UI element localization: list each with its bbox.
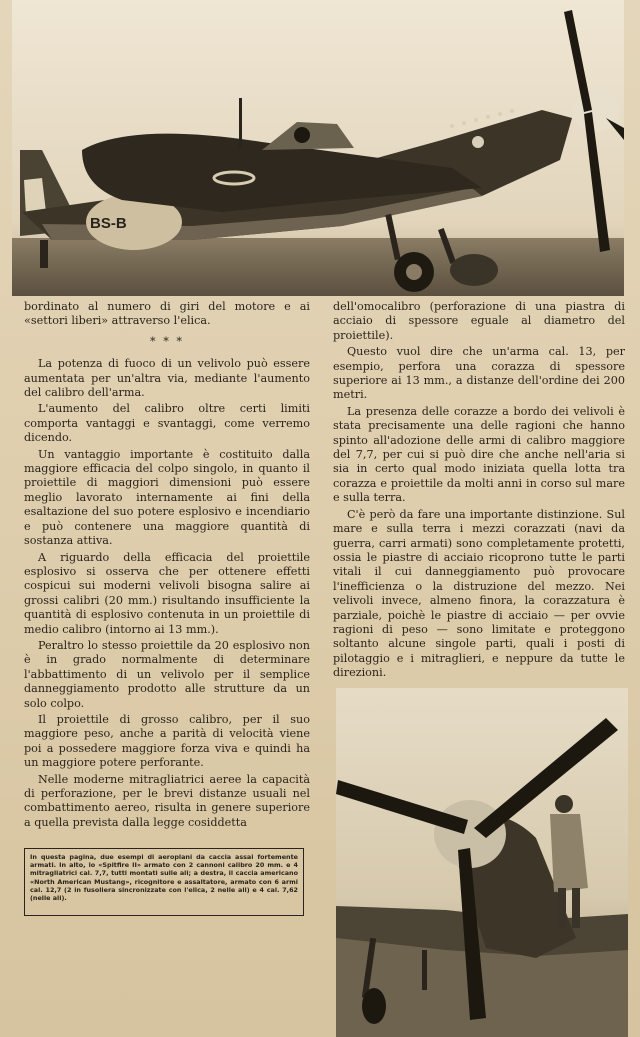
paragraph: La presenza delle corazze a bordo dei velivoli è stata precisamente una delle ragioni che hanno spinto all'adozione delle armi di calibro maggiore del 7,7, per cui si può dire che anche nell'aria si sia in certo qual modo iniziata quella lotta tra corazza e proiettile da molti anni in corso sul mare e sulla terra.: [333, 404, 625, 505]
paragraph: bordinato al numero di giri del motore e ai «settori liberi» attraverso l'elica.: [24, 300, 310, 328]
paragraph: La potenza di fuoco di un velivolo può essere aumentata per un'altra via, mediante l'aumento del calibro dell'arma.: [24, 357, 310, 400]
paragraph: Il proiettile di grosso calibro, per il suo maggiore peso, anche a parità di velocità viene poi a possedere maggiore forza viva e quindi ha un maggiore potere perforante.: [24, 712, 310, 770]
paragraph: dell'omocalibro (perforazione di una piastra di acciaio di spessore eguale al diametro del proiettile).: [333, 300, 625, 342]
paragraph: Peraltro lo stesso proiettile da 20 esplosivo non è in grado normalmente di determinare l'abbattimento di un velivolo per il semplice danneggiamento prodotto alle strutture da un solo colpo.: [24, 638, 310, 710]
photo-spitfire: [12, 0, 624, 296]
photo-caption: In questa pagina, due esempi di aeroplani da caccia assai fortemente armati. In alto, lo «Spitfire II» armato con 2 cannoni calibro 20 mm. e 4 mitragliatrici cal. 7,7, tutti montati sulle ali; a destra, il caccia americano «North American Mustang», ricognitore e assaltatore, armato con 6 armi cal. 12,7 (2 in fusoliera sincronizzate con l'elica, 2 nelle ali) e 4 cal. 7,62 (nelle ali).: [24, 848, 304, 916]
paragraph: C'è però da fare una importante distinzione. Sul mare e sulla terra i mezzi corazzati (navi da guerra, carri armati) sono completamente protetti, ossia le piastre di acciaio ricoprono tutte le parti vitali il cui danneggiamento può provocare l'inefficienza o la distruzione del mezzo. Nei velivoli invece, almeno finora, la corazzatura è parziale, poichè le piastre di acciaio — per ovvie ragioni di peso — sono limitate e proteggono soltanto alcune singole parti, quali i posti di pilotaggio e i mitraglieri, e neppure da tutte le direzioni.: [333, 507, 625, 680]
paragraph: A riguardo della efficacia del proiettile esplosivo si osserva che per ottenere effetti cospicui sui moderni velivoli bisogna salire ai grossi calibri (20 mm.) risultando insufficiente la quantità di esplosivo contenuta in un proiettile di medio calibro (intorno ai 13 mm.).: [24, 550, 310, 636]
photo-mustang: [336, 688, 628, 1037]
text-column-left: [24, 300, 310, 832]
fuselage-code: BS-B: [90, 215, 127, 232]
paragraph: Un vantaggio importante è costituito dalla maggiore efficacia del colpo singolo, in quanto il proiettile di maggiori dimensioni può essere meglio lavorato internamente ai fini della esaltazione del suo potere esplosivo e incendiario e può contenere una maggiore quantità di sostanza attiva.: [24, 447, 310, 548]
paragraph: Nelle moderne mitragliatrici aeree la capacità di perforazione, per le brevi distanze usuali nel combattimento aereo, risulta in genere superiore a quella prevista dalla legge cosiddetta: [24, 772, 310, 829]
paragraph: Questo vuol dire che un'arma cal. 13, per esempio, perfora una corazza di spessore superiore ai 13 mm., a distanze dell'ordine dei 200 metri.: [333, 345, 625, 402]
text-column-right: [333, 300, 625, 683]
section-separator: * * *: [150, 334, 184, 348]
paragraph: L'aumento del calibro oltre certi limiti comporta vantaggi e svantaggi, come verremo dicendo.: [24, 402, 310, 445]
